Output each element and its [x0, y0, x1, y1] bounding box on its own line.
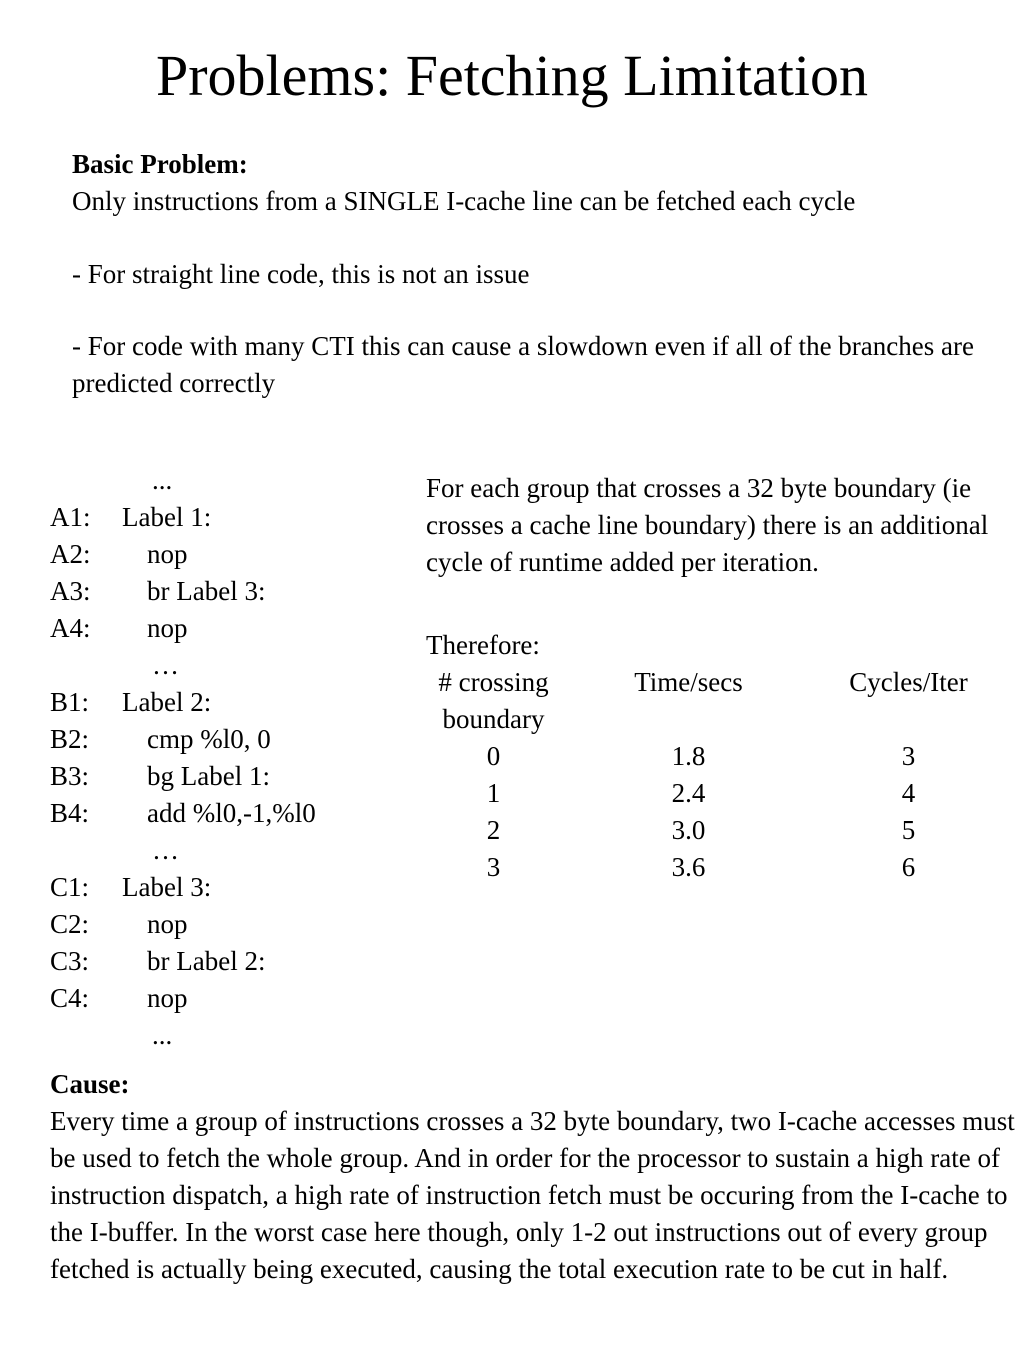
code-line: B4: add %l0,-1,%l0: [50, 798, 316, 828]
cause-heading: Cause:: [50, 1069, 130, 1099]
spacer: [72, 293, 1002, 328]
slide-title: Problems: Fetching Limitation: [155, 43, 869, 108]
bullet-straight-line-code: - For straight line code, this is not an issue: [72, 259, 530, 289]
cause-section: [50, 1066, 1015, 1288]
table-header-row-2: [426, 701, 1001, 738]
basic-problem-heading: Basic Problem:: [72, 149, 248, 179]
code-line: C3: br Label 2:: [50, 946, 266, 976]
header-time-secs: Time/secs: [634, 667, 743, 697]
boundary-explanation-paragraph: For each group that crosses a 32 byte boundary (ie crosses a cache line boundary) there is an additional cycle of runtime added per iteration.: [426, 473, 989, 577]
header-cycles-iter: Cycles/Iter: [849, 667, 968, 697]
code-line: ...: [152, 1020, 173, 1050]
spacer: [426, 581, 1011, 627]
code-line: A4: nop: [50, 613, 188, 643]
bullet-many-cti: - For code with many CTI this can cause a slowdown even if all of the branches are predicted correctly: [72, 331, 974, 398]
code-line: C2: nop: [50, 909, 188, 939]
code-line: …: [152, 835, 179, 865]
header-crossing: # crossing: [438, 667, 549, 697]
code-line: A2: nop: [50, 539, 188, 569]
therefore-label: Therefore:: [426, 630, 540, 660]
table-row: 1 2.4 4: [486, 778, 916, 808]
code-line: C1: Label 3:: [50, 872, 212, 902]
header-boundary: boundary: [442, 704, 545, 734]
results-table: [426, 664, 1001, 886]
code-line: B1: Label 2:: [50, 687, 212, 717]
code-line: B2: cmp %l0, 0: [50, 724, 271, 754]
table-row: 3 3.6 6: [486, 852, 916, 882]
table-header-row: [426, 664, 1001, 701]
code-line: A3: br Label 3:: [50, 576, 266, 606]
code-line: A1: Label 1:: [50, 502, 212, 532]
cause-paragraph: Every time a group of instructions crosses a 32 byte boundary, two I-cache accesses must be used to fetch the whole group. And in order for the processor to sustain a high rate of instruction dispatch, a high rate of instruction fetch must be occuring from the I-cache to the I-buffer. In the worst case here though, only 1-2 out instructions out of every group fetched is actually being executed, causing the total execution rate to be cut in half.: [50, 1106, 1015, 1284]
code-line: C4: nop: [50, 983, 188, 1013]
table-row: 0 1.8 3: [486, 741, 916, 771]
spacer: [72, 220, 1002, 256]
explanation-column: [426, 470, 1011, 886]
code-line: ...: [152, 465, 173, 495]
code-line: B3: bg Label 1:: [50, 761, 270, 791]
code-listing: [50, 462, 420, 1054]
basic-problem-statement: Only instructions from a SINGLE I-cache line can be fetched each cycle: [72, 186, 856, 216]
basic-problem-section: [72, 146, 1002, 402]
code-line: …: [152, 650, 179, 680]
table-row: 2 3.0 5: [486, 815, 916, 845]
